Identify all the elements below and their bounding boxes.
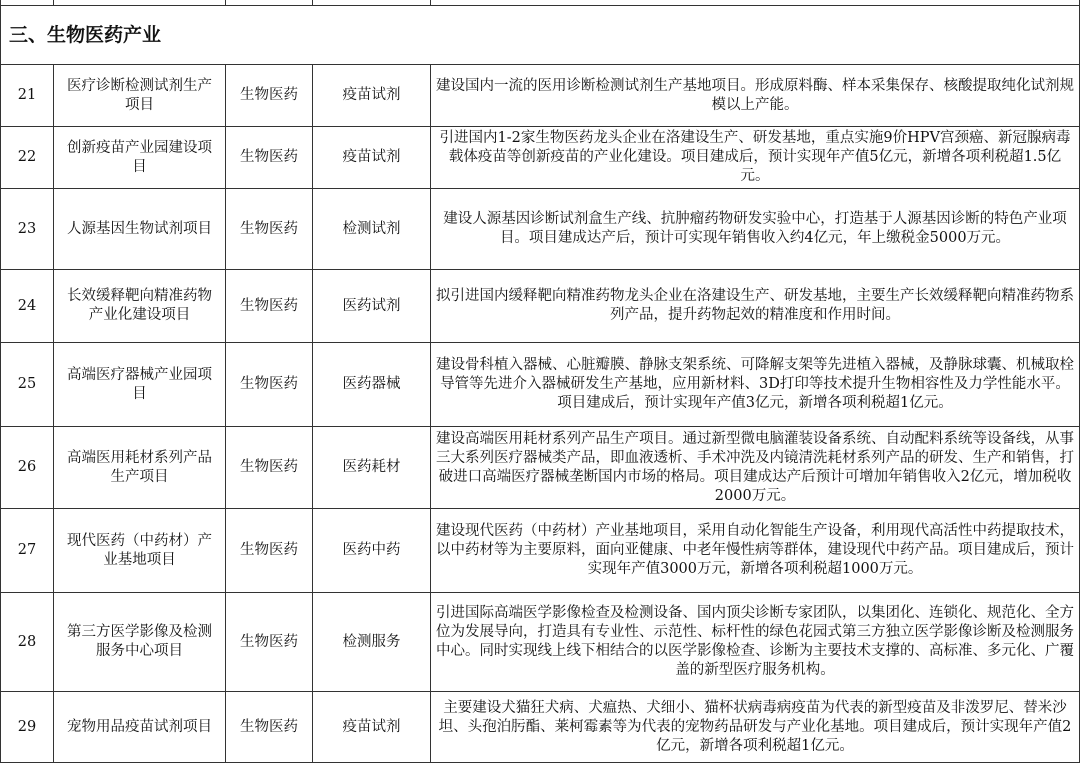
project-name: 第三方医学影像及检测服务中心项目 [54, 593, 226, 692]
category: 医药试剂 [313, 270, 431, 343]
industry: 生物医药 [226, 65, 313, 127]
table-row [1, 189, 1080, 270]
industry: 生物医药 [226, 270, 313, 343]
project-description: 引进国际高端医学影像检查及检测设备、国内顶尖诊断专家团队，以集团化、连锁化、规范化、全方位为发展导向，打造具有专业性、示范性、标杆性的绿色花园式第三方独立医学影像诊断及检测服务中心。同时实现线上线下相结合的以医学影像检查、诊断为主要技术支撑的、高标准、多元化、广覆盖的新型医疗服务机构。 [431, 593, 1080, 692]
project-description: 建设现代医药（中药材）产业基地项目，采用自动化智能生产设备，利用现代高活性中药提取技术，以中药材等为主要原料，面向亚健康、中老年慢性病等群体，建设现代中药产品。项目建成后，预计实现年产值3000万元，新增各项利税超1000万元。 [431, 509, 1080, 593]
project-name: 长效缓释靶向精准药物产业化建设项目 [54, 270, 226, 343]
industry: 生物医药 [226, 427, 313, 509]
section-header-row [1, 6, 1080, 65]
project-name: 高端医疗器械产业园项目 [54, 343, 226, 427]
table-row [1, 127, 1080, 189]
category: 医药中药 [313, 509, 431, 593]
row-number: 25 [1, 343, 54, 427]
industry: 生物医药 [226, 509, 313, 593]
project-description: 建设高端医用耗材系列产品生产项目。通过新型微电脑灌装设备系统、自动配料系统等设备线，从事三大系列医疗器械类产品，即血液透析、手术冲洗及内镜清洗耗材系列产品的研发、生产和销售，打破进口高端医疗器械垄断国内市场的格局。项目建成达产后预计可增加年销售收入2亿元，增加税收2000万元。 [431, 427, 1080, 509]
table-row [1, 427, 1080, 509]
table-row [1, 509, 1080, 593]
category: 疫苗试剂 [313, 65, 431, 127]
category: 疫苗试剂 [313, 127, 431, 189]
row-number: 28 [1, 593, 54, 692]
row-number: 29 [1, 692, 54, 763]
table-row [1, 692, 1080, 763]
project-description: 主要建设犬猫狂犬病、犬瘟热、犬细小、猫杯状病毒病疫苗为代表的新型疫苗及非泼罗尼、替米沙坦、头孢泊肟酯、莱柯霉素等为代表的宠物药品研发与产业化基地。项目建成后，预计实现年产值2亿元，新增各项利税超1亿元。 [431, 692, 1080, 763]
row-number: 22 [1, 127, 54, 189]
industry: 生物医药 [226, 127, 313, 189]
table-row [1, 343, 1080, 427]
project-description: 建设骨科植入器械、心脏瓣膜、静脉支架系统、可降解支架等先进植入器械，及静脉球囊、机械取栓导管等先进介入器械研发生产基地，应用新材料、3D打印等技术提升生物相容性及力学性能水平。项目建成后，预计实现年产值3亿元，新增各项利税超1亿元。 [431, 343, 1080, 427]
category: 检测试剂 [313, 189, 431, 270]
row-number: 21 [1, 65, 54, 127]
row-number: 26 [1, 427, 54, 509]
category: 医药耗材 [313, 427, 431, 509]
project-name: 现代医药（中药材）产业基地项目 [54, 509, 226, 593]
category: 医药器械 [313, 343, 431, 427]
project-name: 高端医用耗材系列产品生产项目 [54, 427, 226, 509]
table-row [1, 593, 1080, 692]
section-title: 三、生物医药产业 [1, 6, 1080, 65]
industry: 生物医药 [226, 593, 313, 692]
project-name: 创新疫苗产业园建设项目 [54, 127, 226, 189]
project-name: 医疗诊断检测试剂生产项目 [54, 65, 226, 127]
row-number: 23 [1, 189, 54, 270]
industry: 生物医药 [226, 189, 313, 270]
category: 疫苗试剂 [313, 692, 431, 763]
project-description: 引进国内1-2家生物医药龙头企业在洛建设生产、研发基地，重点实施9价HPV宫颈癌、新冠腺病毒载体疫苗等创新疫苗的产业化建设。项目建成后，预计实现年产值5亿元，新增各项利税超1.5亿元。 [431, 127, 1080, 189]
row-number: 27 [1, 509, 54, 593]
table-row [1, 65, 1080, 127]
industry: 生物医药 [226, 343, 313, 427]
project-name: 人源基因生物试剂项目 [54, 189, 226, 270]
industry: 生物医药 [226, 692, 313, 763]
project-description: 建设国内一流的医用诊断检测试剂生产基地项目。形成原料酶、样本采集保存、核酸提取纯化试剂规模以上产能。 [431, 65, 1080, 127]
row-number: 24 [1, 270, 54, 343]
category: 检测服务 [313, 593, 431, 692]
project-name: 宠物用品疫苗试剂项目 [54, 692, 226, 763]
project-description: 拟引进国内缓释靶向精准药物龙头企业在洛建设生产、研发基地，主要生产长效缓释靶向精准药物系列产品，提升药物起效的精准度和作用时间。 [431, 270, 1080, 343]
table-row [1, 270, 1080, 343]
project-description: 建设人源基因诊断试剂盒生产线、抗肿瘤药物研发实验中心，打造基于人源基因诊断的特色产业项目。项目建成达产后，预计可实现年销售收入约4亿元，年上缴税金5000万元。 [431, 189, 1080, 270]
